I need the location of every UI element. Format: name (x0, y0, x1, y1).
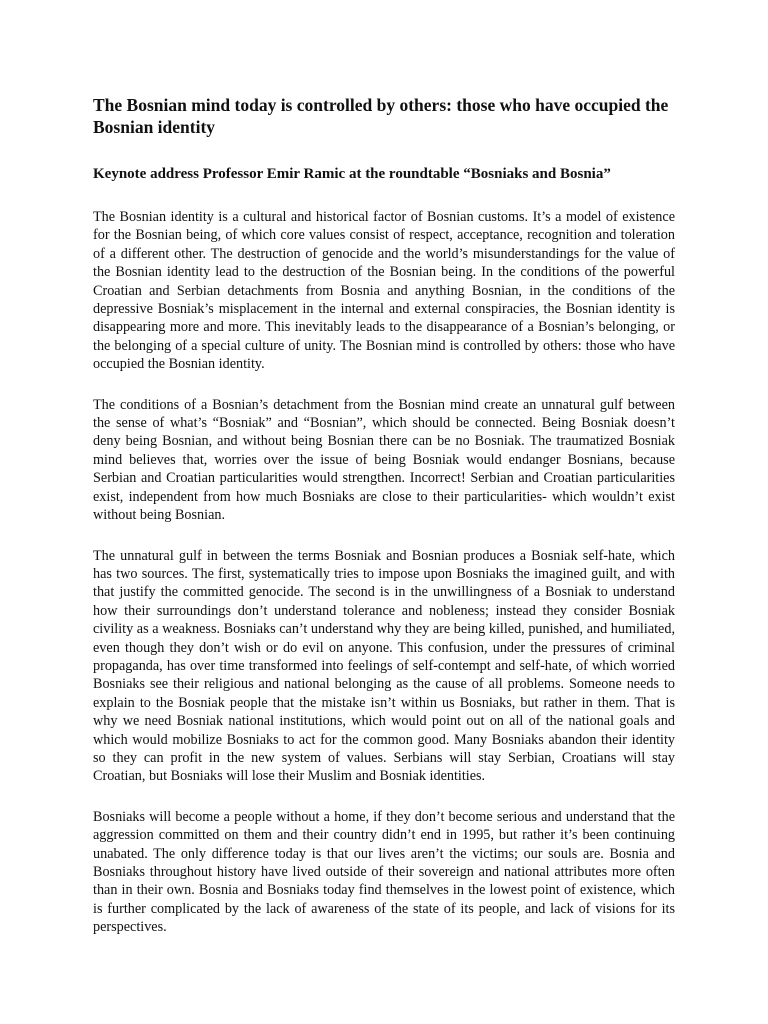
document-subtitle: Keynote address Professor Emir Ramic at the roundtable “Bosniaks and Bosnia” (93, 166, 611, 182)
document-title: The Bosnian mind today is controlled by others: those who have occupied the Bosnian identity (93, 95, 669, 137)
paragraph: Bosniaks will become a people without a home, if they don’t become serious and understand that the aggression committed on them and their country didn’t end in 1995, but rather it’s been continuing unabated. The only difference today is that our lives aren’t the victims; our souls are. Bosnia and Bosniaks throughout history have lived outside of their sovereign and national attributes more often than in their own. Bosnia and Bosniaks today find themselves in the lowest point of existence, which is further complicated by the lack of awareness of the state of its people, and lack of visions for its perspectives. (93, 808, 675, 936)
document-body (93, 208, 675, 937)
paragraph: The unnatural gulf in between the terms Bosniak and Bosnian produces a Bosniak self-hate, which has two sources. The first, systematically tries to impose upon Bosniaks the imagined guilt, and with that justify the committed genocide. The second is in the unwillingness of a Bosniak to understand how their surroundings don’t understand tolerance and nobleness; instead they consider Bosniak civility as a weakness. Bosniaks can’t understand why they are being killed, punished, and humiliated, even though they don’t wish or do evil on anyone. This confusion, under the pressures of criminal propaganda, has over time transformed into feelings of self-contempt and self-hate, of which worried Bosniaks see their religious and national belonging as the cause of all problems. Someone needs to explain to the Bosniak people that the mistake isn’t within us Bosniaks, but rather in them. That is why we need Bosniak national institutions, which would point out on all of the national goals and which would mobilize Bosniaks to act for the common good. Many Bosniaks abandon their identity so they can profit in the new system of values. Serbians will stay Serbian, Croatians will stay Croatian, but Bosniaks will lose their Muslim and Bosniak identities. (93, 547, 675, 785)
paragraph: The Bosnian identity is a cultural and historical factor of Bosnian customs. It’s a model of existence for the Bosnian being, of which core values consist of respect, acceptance, recognition and toleration of a different other. The destruction of genocide and the world’s misunderstandings for the value of the Bosnian identity lead to the destruction of the Bosnian being. In the conditions of the powerful Croatian and Serbian detachments from Bosnia and anything Bosnian, in the conditions of the depressive Bosniak’s misplacement in the internal and external conspiracies, the Bosnian identity is disappearing more and more. This inevitably leads to the disappearance of a Bosnian’s belonging, or the belonging of a special culture of unity. The Bosnian mind is controlled by others: those who have occupied the Bosnian identity. (93, 209, 675, 373)
paragraph: The conditions of a Bosnian’s detachment from the Bosnian mind create an unnatural gulf between the sense of what’s “Bosniak” and “Bosnian”, which should be connected. Being Bosniak doesn’t deny being Bosnian, and without being Bosnian there can be no Bosniak. The traumatized Bosniak mind believes that, worries over the issue of being Bosniak would endanger Bosnians, because Serbian and Croatian particularities would strengthen. Incorrect! Serbian and Croatian particularities exist, independent from how much Bosniaks are close to their particularities- which wouldn’t exist without being Bosnian. (93, 396, 675, 524)
